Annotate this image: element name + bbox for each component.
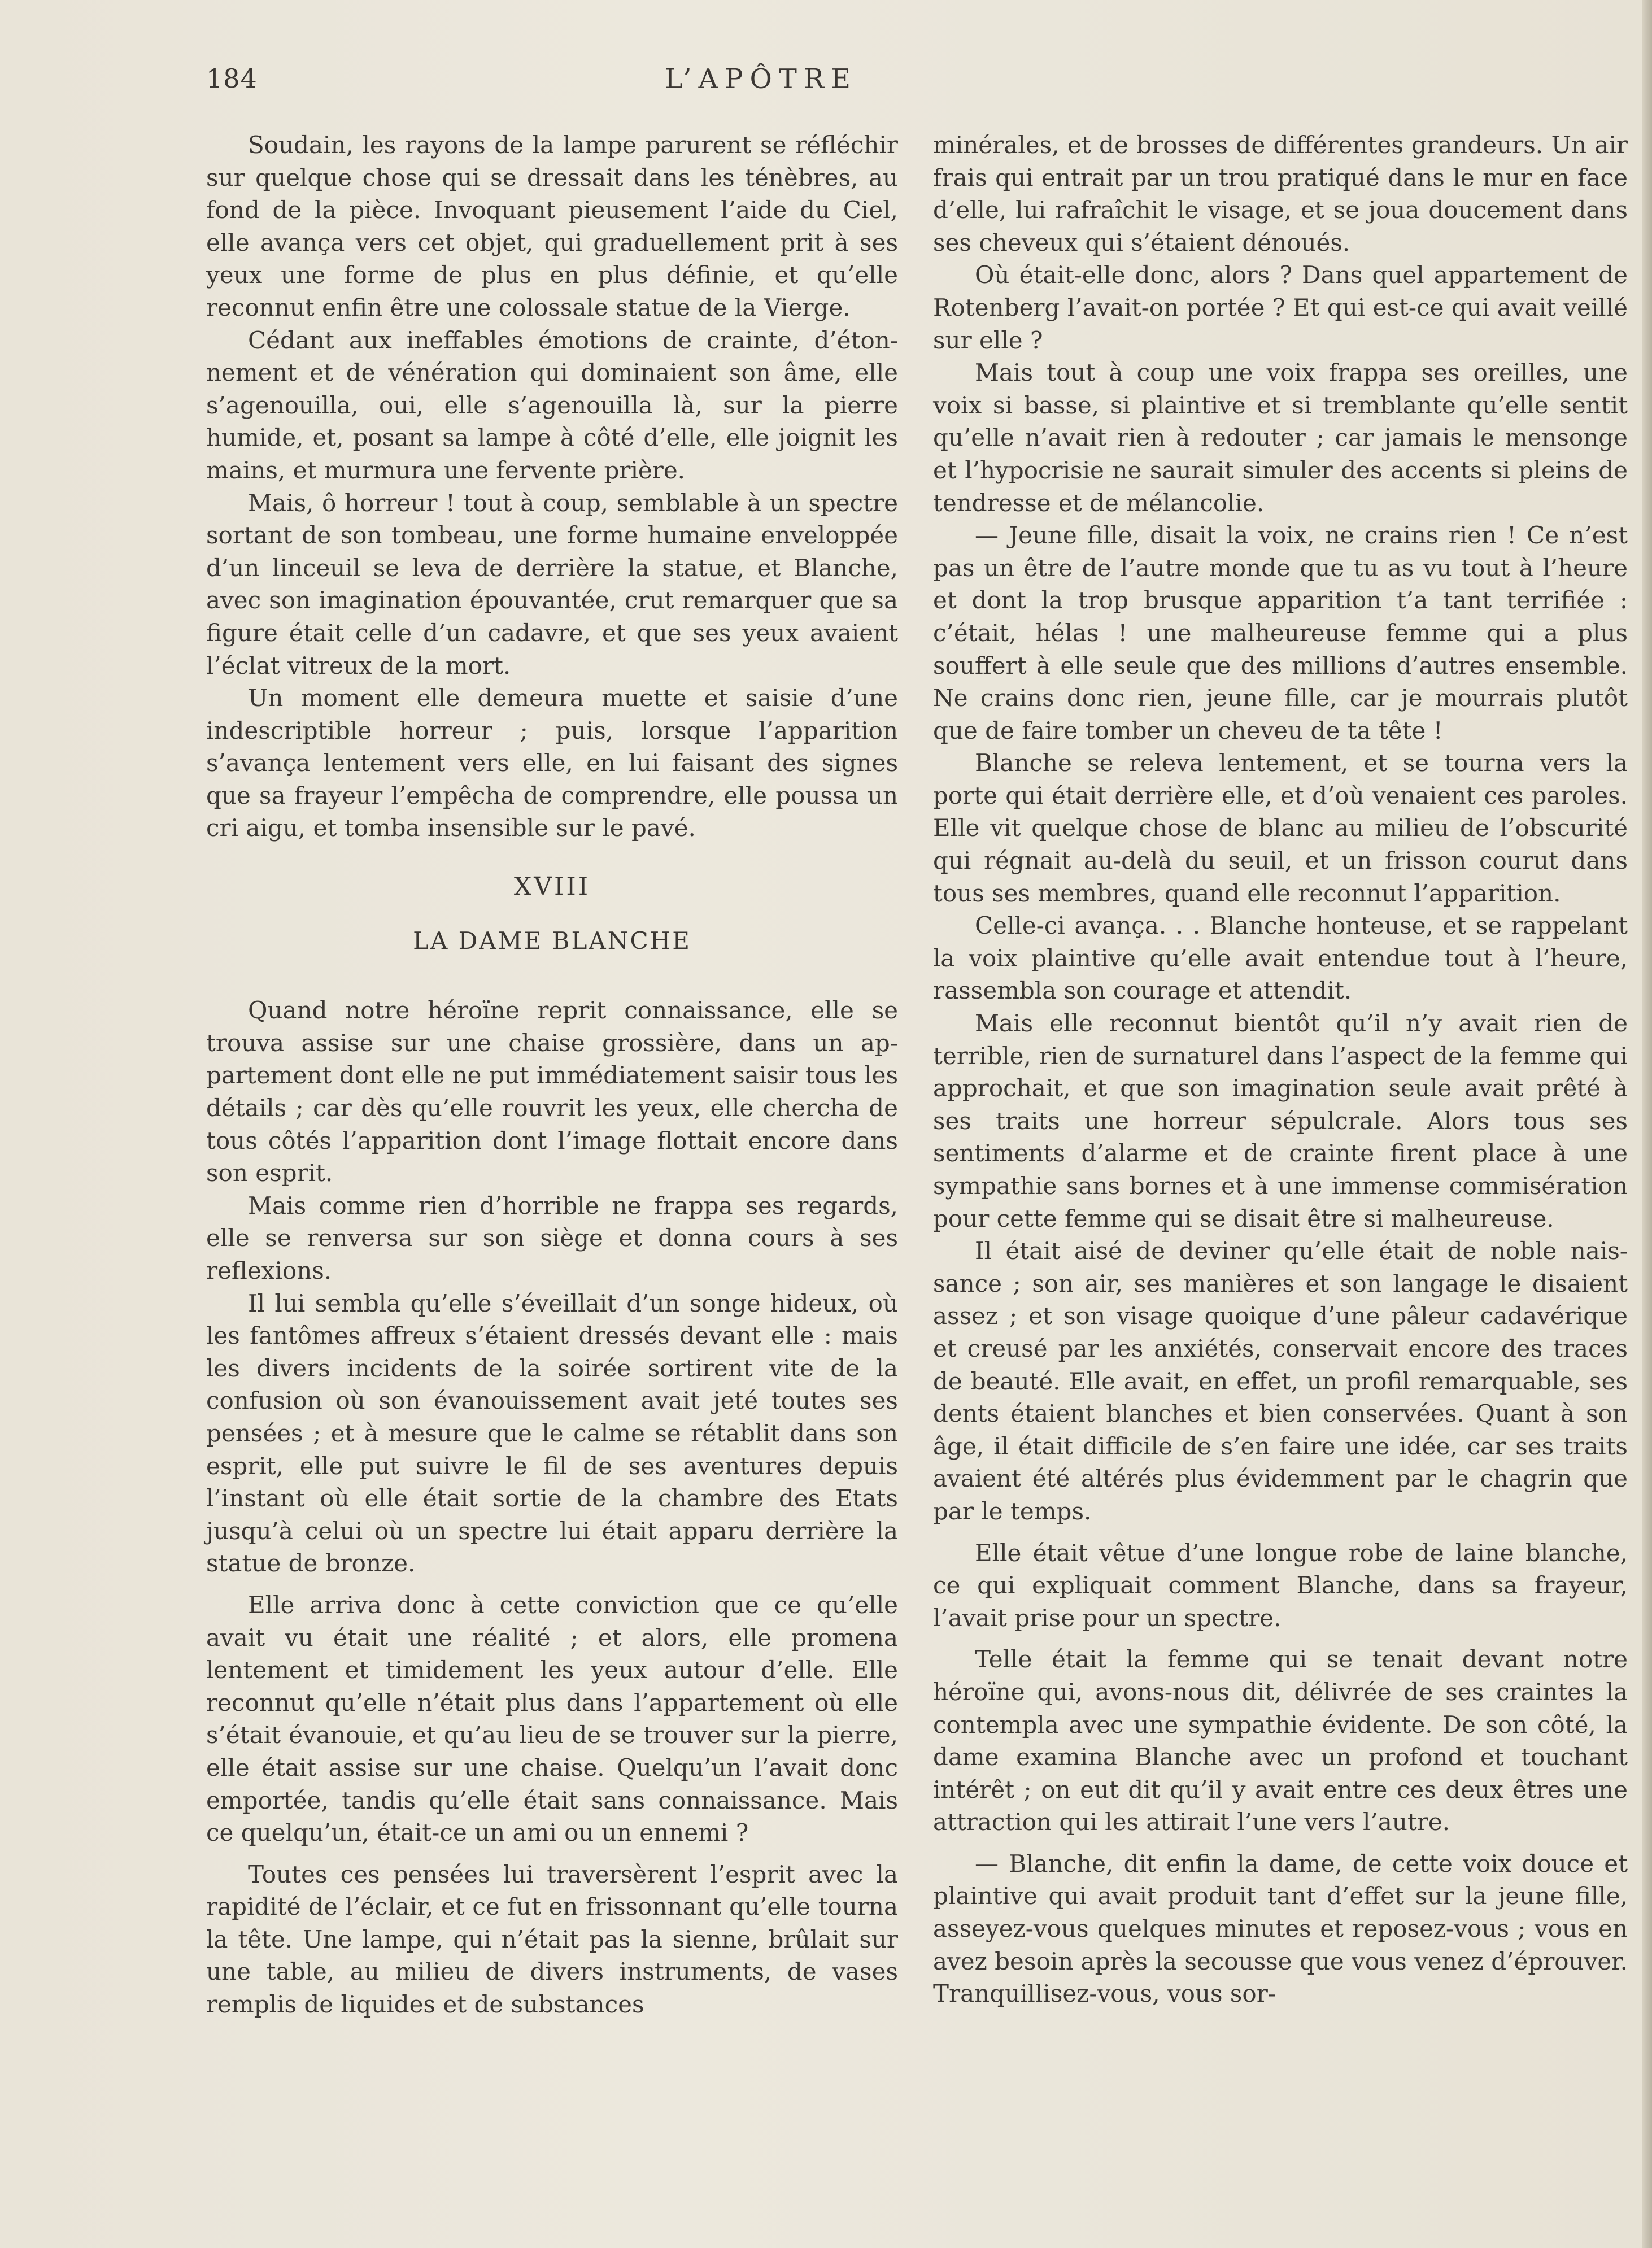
paragraph: Mais comme rien d’horrible ne frappa ses regards, elle se renversa sur son siège et donna cours à ses reflexions. [206,1191,898,1284]
chapter-number: XVIII [513,872,591,901]
page-number: 184 [206,63,258,94]
paragraph: Un moment elle demeura muette et saisie d’une indescriptible horreur ; puis, lorsque l’apparition s’avança lentement vers elle, en lui faisant des signes que sa frayeur l’empêcha de comprendre, elle poussa un cri aigu, et tomba insensible sur le pavé. [206,684,898,842]
paragraph: Soudain, les rayons de la lampe parurent se réfléchir sur quelque chose qui se dressait dans les ténèbres, au fond de la pièce. Invoquant pieusement l’aide du Ciel, elle avança vers cet objet, qui graduellement prit à ses yeux une forme de plus en plus définie, et qu’elle reconnut enfin être une colossale statue de la Vierge. [206,131,898,321]
paragraph: Il était aisé de deviner qu’elle était de noble naissance ; son air, ses manières et son langage le disaient assez ; et son visage quoique d’une pâleur cadavérique et creusé par les anxiétés, conservait encore des traces de beauté. Elle avait, en effet, un profil remarquable, ses dents étaient blanches et bien conservées. Quant à son âge, il était difficile de s’en faire une idée, car ses traits avaient été altérés plus évidemment par le chagrin que par le temps. [933,1237,1628,1525]
right-column [933,129,1628,2010]
paragraph: Où était-elle donc, alors ? Dans quel appartement de Rotenberg l’avait-on portée ? Et qui est-ce qui avait veillé sur elle ? [933,261,1628,354]
paragraph: Il lui sembla qu’elle s’éveillait d’un songe hideux, où les fantômes affreux s’étaient dressés devant elle : mais les divers incidents de la soirée sortirent vite de la confusion où son évanouissement avait jeté toutes ses pensées ; et à mesure que le calme se rétablit dans son esprit, elle put suivre le fil de ses aventures depuis l’instant où elle était sortie de la chambre des Etats jusqu’à celui où un spectre lui était apparu derrière la statue de bronze. [206,1289,898,1578]
paragraph: Mais tout à coup une voix frappa ses oreilles, une voix si basse, si plaintive et si tremblante qu’elle sentit qu’elle n’avait rien à redouter ; car jamais le mensonge et l’hypocrisie ne saurait simuler des accents si pleins de tendresse et de mélancolie. [933,359,1628,517]
page-header [206,63,1316,103]
paragraph: Elle arriva donc à cette conviction que ce qu’elle avait vu était une réalité ; et alors, elle promena lentement et timidement les yeux autour d’elle. Elle reconnut qu’elle n’était plus dans l’appartement où elle s’était évanouie, et qu’au lieu de se trouver sur la pierre, elle était assise sur une chaise. Quelqu’un l’avait donc emportée, tandis qu’elle était sans connaissance. Mais ce quelqu’un, était-ce un ami ou un ennemi ? [206,1591,898,1847]
left-column [206,129,898,2021]
paragraph: Celle-ci avança. . . Blanche honteuse, et se rappelant la voix plaintive qu’elle avait entendue tout à l’heure, rassembla son courage et attendit. [933,912,1628,1005]
page-edge [1642,0,1652,2248]
paragraph: — Blanche, dit enfin la dame, de cette voix douce et plaintive qui avait produit tant d’effet sur la jeune fille, asseyez-vous quelques minutes et reposez-vous ; vous en avez besoin après la secousse que vous venez d’éprouver. Tranquillisez-vous, vous sor- [933,1849,1628,2008]
paragraph: Mais elle reconnut bientôt qu’il n’y avait rien de terrible, rien de surnaturel dans l’aspect de la femme qui approchait, et que son imagination seule avait prêté à ses traits une horreur sépulcrale. Alors tous ses sentiments d’alarme et de crainte firent place à une sympathie sans bornes et à une immense commisération pour cette femme qui se disait être si malheureuse. [933,1009,1628,1232]
paragraph: Mais, ô horreur ! tout à coup, semblable à un spectre sortant de son tombeau, une forme humaine enveloppée d’un linceuil se leva de derrière la statue, et Blanche, avec son imagination épouvantée, crut remarquer que sa figure était celle d’un cadavre, et que ses yeux avaient l’éclat vitreux de la mort. [206,489,898,679]
running-title: L’APÔTRE [664,63,858,95]
paragraph: Blanche se releva lentement, et se tourna vers la porte qui était derrière elle, et d’où venaient ces paroles. Elle vit quelque chose de blanc au milieu de l’obscurité qui régnait au-delà du seuil, et un frisson courut dans tous ses membres, quand elle reconnut l’apparition. [933,749,1628,907]
paragraph: Telle était la femme qui se tenait devant notre héroïne qui, avons-nous dit, délivrée de ses craintes la contempla avec une sympathie évidente. De son côté, la dame examina Blanche avec un profond et touchant intérêt ; on eut dit qu’il y avait entre ces deux êtres une attraction qui les attirait l’une vers l’autre. [933,1645,1628,1836]
paragraph: Cédant aux ineffables émotions de crainte, d’étonnement et de vénération qui dominaient son âme, elle s’agenouilla, oui, elle s’agenouilla là, sur la pierre humide, et, posant sa lampe à côté d’elle, elle joignit les mains, et murmura une fervente prière. [206,326,898,484]
paragraph: Toutes ces pensées lui traversèrent l’esprit avec la rapidité de l’éclair, et ce fut en frissonnant qu’elle tourna la tête. Une lampe, qui n’était pas la sienne, brûlait sur une table, au milieu de divers instruments, de vases remplis de liquides et de substances [206,1860,898,2019]
chapter-title: LA DAME BLANCHE [413,926,691,955]
paragraph: minérales, et de brosses de différentes grandeurs. Un air frais qui entrait par un trou pratiqué dans le mur en face d’elle, lui rafraîchit le visage, et se joua doucement dans ses cheveux qui s’étaient dénoués. [933,131,1628,256]
paragraph: Quand notre héroïne reprit connaissance, elle se trouva assise sur une chaise grossière, dans un appartement dont elle ne put immédiatement saisir tous les détails ; car dès qu’elle rouvrit les yeux, elle chercha de tous côtés l’apparition dont l’image flottait encore dans son esprit. [206,996,898,1187]
paragraph: Elle était vêtue d’une longue robe de laine blanche, ce qui expliquait comment Blanche, dans sa frayeur, l’avait prise pour un spectre. [933,1539,1628,1632]
paragraph: — Jeune fille, disait la voix, ne crains rien ! Ce n’est pas un être de l’autre monde que tu as vu tout à l’heure et dont la trop brusque apparition t’a tant terrifiée : c’était, hélas ! une malheureuse femme qui a plus souffert à elle seule que des millions d’autres ensemble. Ne crains donc rien, jeune fille, car je mourrais plutôt que de faire tomber un cheveu de ta tête ! [933,521,1628,744]
